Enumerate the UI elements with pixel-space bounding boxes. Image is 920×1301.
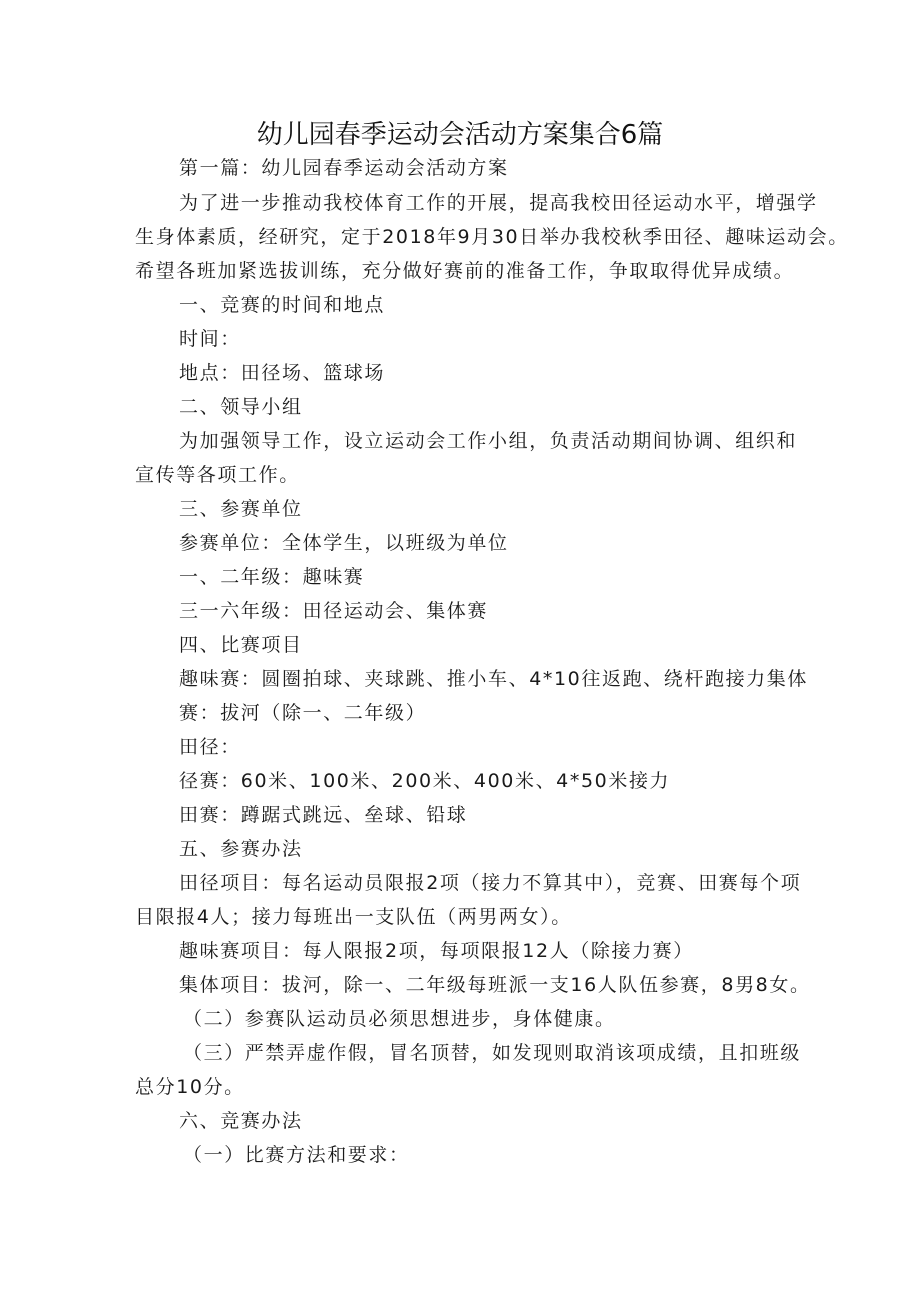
intro-paragraph-line-1: 为了进一步推动我校体育工作的开展，提高我校田径运动水平，增强学 <box>179 192 818 214</box>
fun-events-line-1: 趣味赛：圆圈拍球、夹球跳、推小车、4*10往返跑、绕杆跑接力集体 <box>179 668 808 690</box>
leadership-paragraph-line-2: 宣传等各项工作。 <box>135 464 300 486</box>
fun-event-rules: 趣味赛项目：每人限报2项，每项限报12人（除接力赛） <box>179 940 694 962</box>
grade-one-two-text: 一、二年级：趣味赛 <box>179 566 365 588</box>
leadership-paragraph-line-1: 为加强领导工作，设立运动会工作小组，负责活动期间协调、组织和 <box>179 430 798 452</box>
section-heading-first-article: 第一篇：幼儿园春季运动会活动方案 <box>179 157 509 179</box>
participants-text: 参赛单位：全体学生，以班级为单位 <box>179 532 509 554</box>
heading-leadership-group: 二、领导小组 <box>179 396 303 418</box>
heading-time-and-place: 一、竞赛的时间和地点 <box>179 294 386 316</box>
place-text: 地点：田径场、篮球场 <box>179 362 386 384</box>
track-field-label: 田径： <box>179 736 241 758</box>
track-field-rules-line-1: 田径项目：每名运动员限报2项（接力不算其中），竞赛、田赛每个项 <box>179 872 802 894</box>
rule-three-line-1: （三）严禁弄虚作假，冒名顶替，如发现则取消该项成绩，且扣班级 <box>183 1042 802 1064</box>
grade-three-six-text: 三一六年级：田径运动会、集体赛 <box>179 600 489 622</box>
heading-events: 四、比赛项目 <box>179 634 303 656</box>
track-field-rules-line-2: 目限报4人；接力每班出一支队伍（两男两女）。 <box>135 906 572 928</box>
heading-participants: 三、参赛单位 <box>179 498 303 520</box>
competition-method-subheading: （一）比赛方法和要求： <box>183 1144 410 1166</box>
intro-paragraph-line-2: 生身体素质，经研究，定于2018年9月30日举办我校秋季田径、趣味运动会。 <box>135 226 849 248</box>
time-label: 时间： <box>179 328 241 350</box>
group-event-rules: 集体项目：拔河，除一、二年级每班派一支16人队伍参赛，8男8女。 <box>179 974 811 996</box>
document-title: 幼儿园春季运动会活动方案集合6篇 <box>256 120 664 150</box>
heading-competition-method: 六、竞赛办法 <box>179 1110 303 1132</box>
track-events-text: 径赛：60米、100米、200米、400米、4*50米接力 <box>179 770 671 792</box>
rule-two-text: （二）参赛队运动员必须思想进步，身体健康。 <box>183 1008 616 1030</box>
intro-paragraph-line-3: 希望各班加紧选拔训练，充分做好赛前的准备工作，争取取得优异成绩。 <box>135 260 795 282</box>
fun-events-line-2: 赛：拔河（除一、二年级） <box>179 702 427 724</box>
heading-entry-rules: 五、参赛办法 <box>179 838 303 860</box>
rule-three-line-2: 总分10分。 <box>135 1076 245 1098</box>
field-events-text: 田赛：蹲踞式跳远、垒球、铅球 <box>179 804 468 826</box>
